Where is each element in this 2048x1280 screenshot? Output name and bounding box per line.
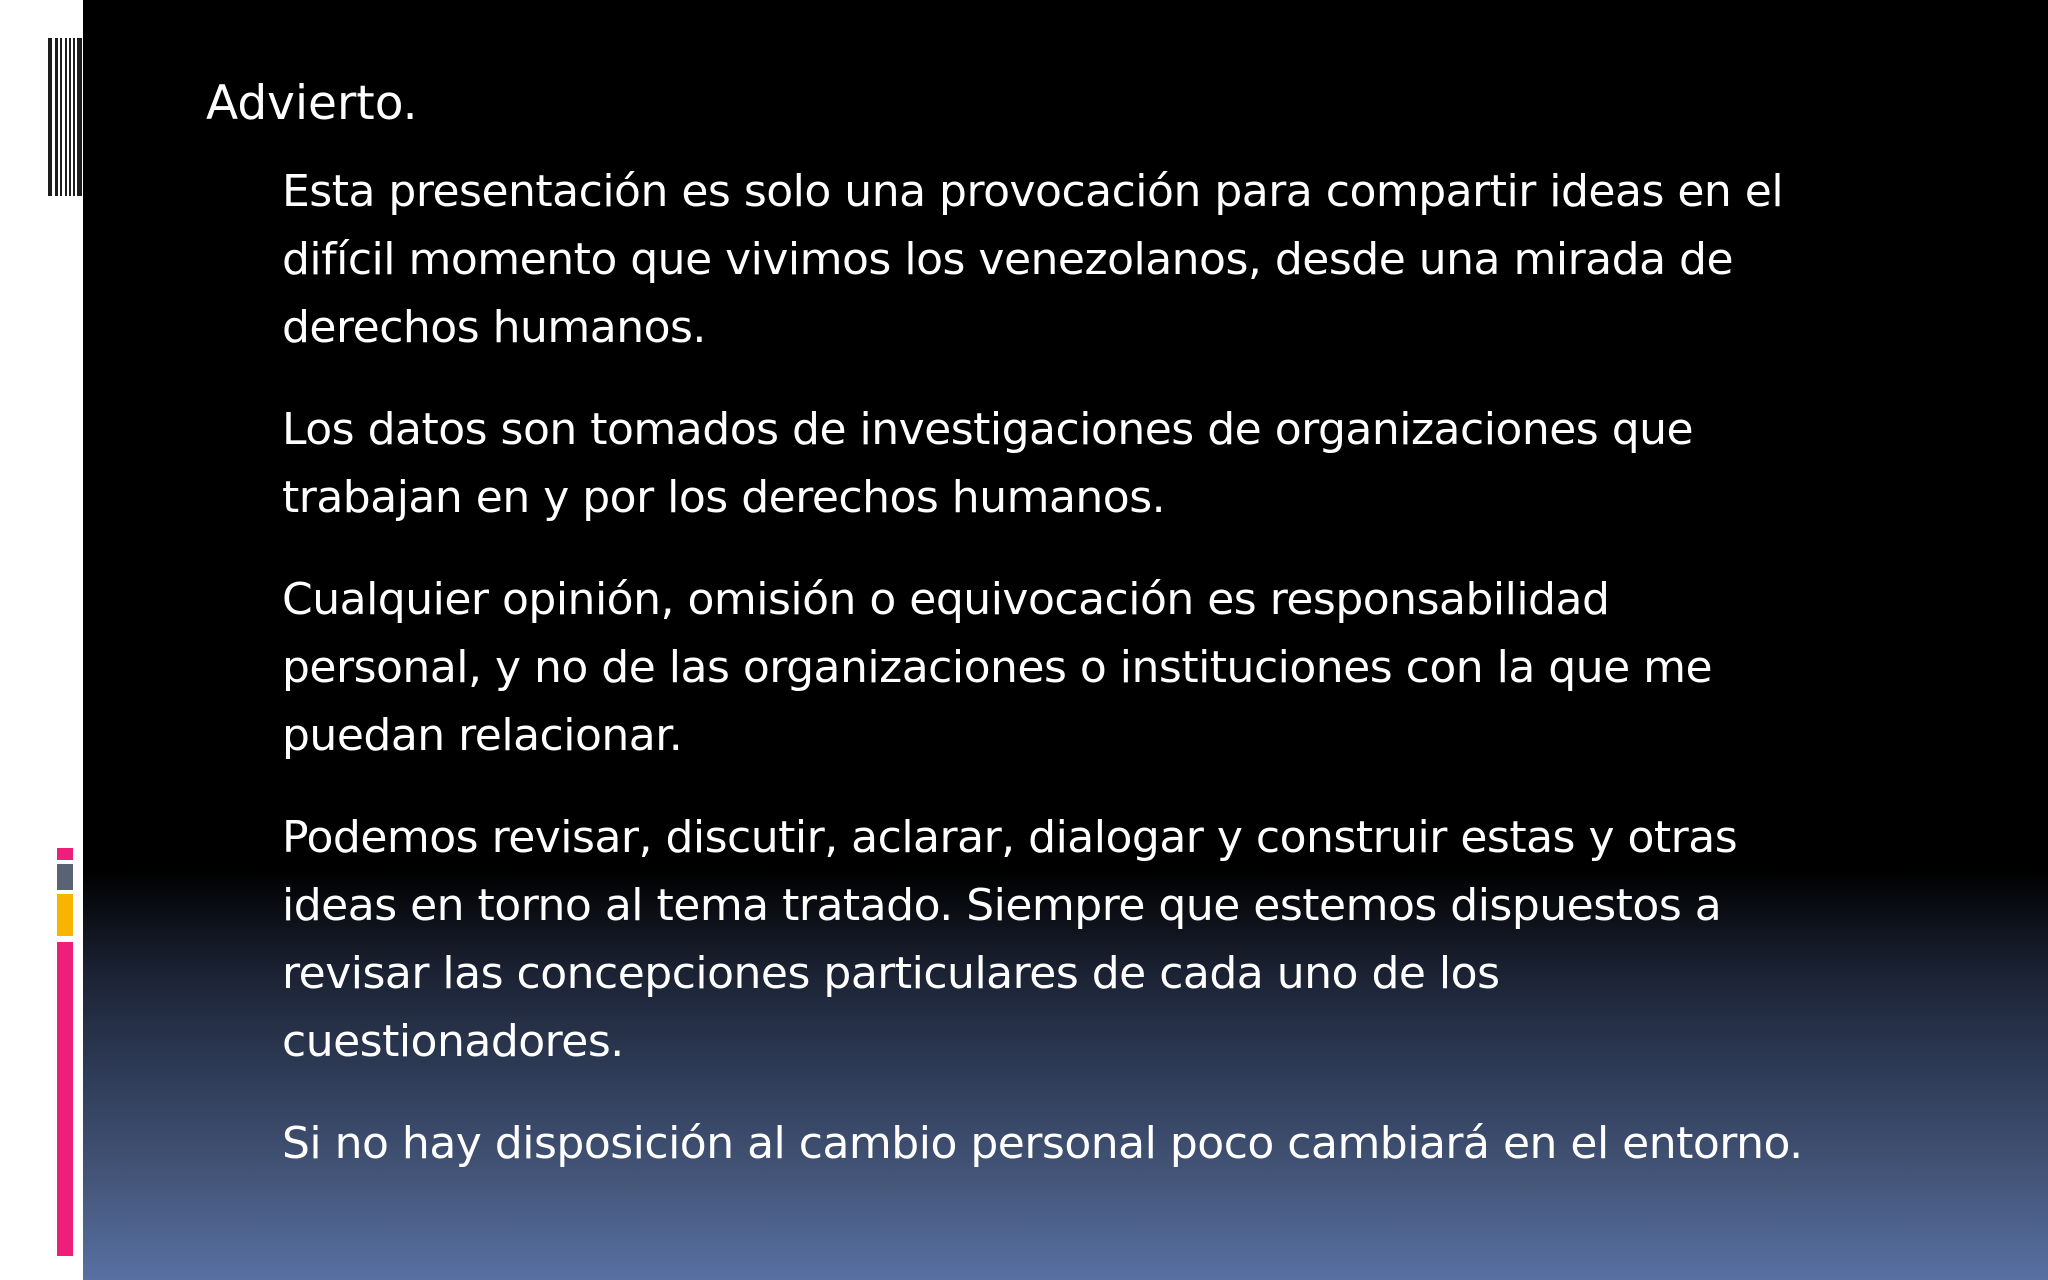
paragraph-line: ideas en torno al tema tratado. Siempre que estemos dispuestos a — [282, 880, 1722, 931]
paragraph-line: puedan relacionar. — [282, 710, 683, 761]
accent-gold — [57, 894, 73, 936]
paragraph-line: difícil momento que vivimos los venezolanos, desde una mirada de — [282, 234, 1734, 285]
paragraph-responsibility — [282, 566, 2027, 770]
accent-pink-long — [57, 942, 73, 1256]
accent-slate — [57, 864, 73, 890]
paragraph-line: Esta presentación es solo una provocación para compartir ideas en el — [282, 166, 1784, 217]
paragraph-line: revisar las concepciones particulares de cada uno de los — [282, 948, 1500, 999]
paragraph-personal-change — [282, 1110, 2027, 1178]
accent-pink-top — [57, 848, 73, 860]
paragraph-line: cuestionadores. — [282, 1016, 624, 1067]
paragraph-disclaimer-intro — [282, 158, 2027, 362]
left-margin — [0, 0, 83, 1280]
paragraph-line: Cualquier opinión, omisión o equivocación es responsabilidad — [282, 574, 1610, 625]
color-accent-bar-icon — [57, 848, 73, 1258]
paragraph-line: Los datos son tomados de investigaciones de organizaciones que — [282, 404, 1694, 455]
paragraph-line: Si no hay disposición al cambio personal poco cambiará en el entorno. — [282, 1118, 1803, 1169]
paragraph-line: Podemos revisar, discutir, aclarar, dialogar y construir estas y otras — [282, 812, 1738, 863]
paragraph-data-source — [282, 396, 2027, 532]
paragraph-dialogue — [282, 804, 2027, 1076]
paragraph-line: personal, y no de las organizaciones o instituciones con la que me — [282, 642, 1713, 693]
barcode-stripes-icon — [48, 38, 82, 196]
paragraph-line: derechos humanos. — [282, 302, 706, 353]
slide-content — [83, 0, 2048, 1280]
paragraph-list — [282, 158, 2027, 1212]
paragraph-line: trabajan en y por los derechos humanos. — [282, 472, 1166, 523]
slide-title: Advierto. — [206, 76, 418, 131]
